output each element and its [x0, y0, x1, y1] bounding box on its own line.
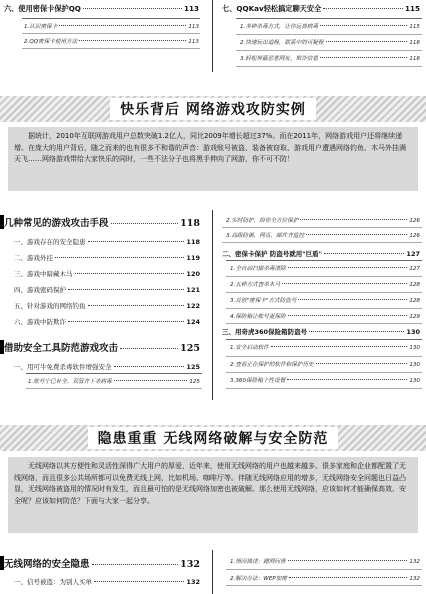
- toc-page: 125: [180, 343, 200, 354]
- toc-row[interactable]: [14, 317, 200, 326]
- toc-page: 113: [183, 4, 199, 13]
- toc-page: 130: [406, 328, 420, 336]
- toc-page: 127: [406, 250, 420, 258]
- toc-page: 127: [409, 266, 420, 272]
- toc-page: 124: [186, 318, 200, 326]
- divider: [236, 66, 422, 67]
- toc-row[interactable]: [240, 22, 420, 30]
- toc-page: 116: [409, 56, 420, 62]
- toc-row[interactable]: [24, 22, 199, 30]
- toc-row[interactable]: [14, 362, 200, 371]
- toc-label: 1.认识密保卡: [24, 24, 58, 30]
- toc-row[interactable]: [230, 264, 420, 272]
- toc-heading[interactable]: [4, 215, 200, 229]
- divider: [22, 33, 200, 34]
- divider: [236, 18, 422, 19]
- divider: [222, 242, 422, 243]
- toc-label: 2.五种方式查杀木马: [230, 282, 281, 288]
- toc-page: 115: [409, 24, 420, 30]
- toc-label: 1.多种杀毒方式，让你远离病毒: [240, 24, 319, 30]
- toc-page: 132: [409, 576, 420, 582]
- toc-label: 四、游戏密码保护: [14, 286, 66, 294]
- toc-label: 七、QQKav轻松搞定聊天安全: [222, 4, 322, 13]
- toc-row[interactable]: [240, 38, 420, 46]
- toc-row[interactable]: [14, 301, 200, 310]
- divider: [226, 308, 422, 309]
- toc-label: 1.情况描述：蹭网问责: [230, 559, 286, 565]
- toc-row[interactable]: [240, 54, 420, 62]
- toc-row[interactable]: [14, 577, 200, 586]
- toc-page: 125: [189, 379, 200, 385]
- toc-row[interactable]: [14, 285, 200, 294]
- divider: [22, 18, 200, 19]
- toc-page: 130: [409, 345, 420, 351]
- toc-label: 一、游戏存在的安全隐患: [14, 238, 86, 246]
- toc-row[interactable]: [226, 231, 420, 239]
- divider: [22, 48, 200, 49]
- divider: [222, 227, 422, 228]
- toc-page: 129: [409, 314, 420, 320]
- toc-page: 125: [186, 363, 200, 371]
- toc-row[interactable]: [230, 343, 420, 351]
- toc-row[interactable]: [14, 237, 200, 246]
- divider: [226, 356, 422, 357]
- toc-row[interactable]: [230, 280, 420, 288]
- toc-page: 116: [409, 40, 420, 46]
- toc-label: 二、密保卡保护 防盗号就用"巨盾": [222, 250, 323, 258]
- toc-label: 六、游戏中防欺诈: [14, 318, 66, 326]
- toc-page: 113: [188, 24, 199, 30]
- divider: [236, 34, 422, 35]
- toc-page: 121: [186, 286, 200, 294]
- toc-label: 4.保险箱让帐号更保险: [230, 314, 286, 320]
- toc-page: 120: [186, 270, 200, 278]
- toc-page: 130: [409, 378, 420, 384]
- toc-label: 1.全自动扫描杀毒清除: [230, 266, 286, 272]
- toc-label: 六、使用密保卡保护QQ: [4, 4, 81, 13]
- toc-label: 五、针对游戏的网络钓鱼: [14, 302, 86, 310]
- toc-page: 128: [409, 298, 420, 304]
- toc-label: 二、游戏外挂: [14, 254, 53, 262]
- section-intro: 无线网络以其方便性和灵活性深得广大用户的厚爱，近年来，使用无线网络的用户也越来越多。很多家庭和企业都配置了无线网络，而且很多公共场所都可以免费无线上网，比如机场、咖啡厅等。伴随无线网络应用的增多，无线网络安全问题也日益凸显，无线网络被盗用的情况时有发生，而且最可怕的是无线网络加密也被破解。那么使用无线网络，应该如何才能确保高效、安全呢？应该如何防范？下面与大家一起分享。: [8, 457, 418, 533]
- toc-page: 126: [409, 233, 420, 239]
- toc-label: 2.实时防护，给你全方位保护: [226, 218, 299, 224]
- toc-label: 几种常见的游戏攻击手段: [4, 218, 109, 229]
- toc-page: 118: [186, 238, 200, 246]
- column-divider: [212, 0, 213, 72]
- toc-label: 2.解决办法：WEP加密: [230, 576, 287, 582]
- toc-page: 119: [186, 254, 200, 262]
- toc-label: 三、用奇虎360保险箱防盗号: [222, 328, 308, 336]
- section-banner: [0, 425, 426, 451]
- toc-page: 132: [409, 559, 420, 565]
- toc-label: 无线网络的安全隐患: [4, 559, 90, 570]
- toc-label: 2.QQ密保卡使用方法: [24, 39, 78, 45]
- toc-label: 3.高级防御，网页、邮件齐监控: [226, 233, 305, 239]
- toc-row[interactable]: [230, 557, 420, 565]
- toc-row[interactable]: [222, 4, 420, 14]
- toc-page: 113: [188, 39, 199, 45]
- toc-heading[interactable]: [4, 556, 200, 570]
- divider: [226, 388, 422, 389]
- divider: [26, 388, 202, 389]
- column-divider: [212, 210, 213, 400]
- toc-row[interactable]: [24, 37, 199, 45]
- toc-label: 一、信号被盗：为别人买单: [14, 578, 92, 586]
- divider: [226, 569, 422, 570]
- divider: [226, 372, 422, 373]
- toc-page: 132: [180, 559, 200, 570]
- toc-row[interactable]: [222, 249, 420, 258]
- toc-row[interactable]: [226, 216, 420, 224]
- divider: [226, 292, 422, 293]
- divider: [226, 339, 422, 340]
- toc-page: 118: [180, 218, 200, 229]
- toc-heading[interactable]: [4, 340, 200, 354]
- section-title: 隐患重重 无线网络破解与安全防范: [88, 427, 339, 449]
- toc-page: 130: [409, 362, 420, 368]
- toc-row[interactable]: [28, 377, 200, 385]
- toc-page: 132: [186, 578, 200, 586]
- toc-label: 1.安全启动软件: [230, 345, 269, 351]
- section-title: 快乐背后 网络游戏攻防实例: [110, 98, 316, 120]
- toc-page: 126: [409, 218, 420, 224]
- toc-page: 115: [404, 4, 420, 13]
- divider: [226, 323, 422, 324]
- divider: [226, 276, 422, 277]
- toc-row[interactable]: [230, 376, 420, 384]
- toc-label: 三、游戏中暗藏木马: [14, 270, 73, 278]
- divider: [226, 585, 422, 586]
- toc-page: 122: [186, 302, 200, 310]
- toc-label: 1.账号宁已补全、双管齐下杀病毒: [28, 379, 112, 385]
- toc-label: 2.查看正在保护的软件和保护历史: [230, 362, 314, 368]
- toc-page: 128: [409, 282, 420, 288]
- toc-row[interactable]: [14, 253, 200, 262]
- toc-row[interactable]: [230, 312, 420, 320]
- section-banner: [0, 96, 426, 122]
- toc-row[interactable]: [222, 327, 420, 336]
- divider: [226, 260, 422, 261]
- toc-label: 一、用可牛免费杀毒软件增强安全: [14, 363, 112, 371]
- section-intro: 据统计，2010年互联网游戏用户总数突破1.2亿人，同比2009年增长超过37%。而在2011年，网络游戏用户还将继续递增。在庞大的用户背后，随之而来的也有很多不和谐的声音：游戏账号被盗、装备被窃取、游戏用户遭遇网络钓鱼、木马外挂满天飞……网络游戏带给大家快乐的同时，一些不法分子也将黑手伸向了网游，你不可不防！: [8, 127, 418, 191]
- toc-row[interactable]: [230, 360, 420, 368]
- toc-label: 3.首创"密保卡"方式防盗号: [230, 298, 297, 304]
- toc-row[interactable]: [14, 269, 200, 278]
- divider: [236, 50, 422, 51]
- toc-row[interactable]: [230, 296, 420, 304]
- column-divider: [212, 550, 213, 594]
- toc-label: 借助安全工具防范游戏攻击: [4, 343, 119, 354]
- toc-label: 2.快速玩出追程，联系中的可疑程: [240, 40, 324, 46]
- toc-row[interactable]: [230, 574, 420, 582]
- toc-row[interactable]: [4, 4, 199, 14]
- divider: [26, 373, 202, 374]
- toc-label: 3.360保险箱个性设置: [230, 378, 286, 384]
- toc-label: 3.轻松屏蔽恶意网址，欺诈信息: [240, 56, 319, 62]
